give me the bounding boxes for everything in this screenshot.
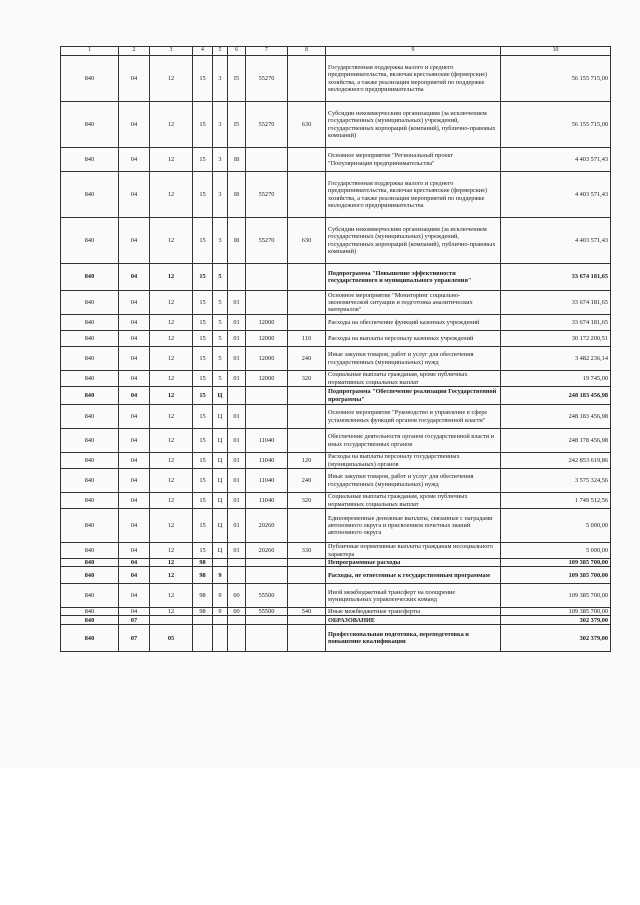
program-code-cell bbox=[193, 616, 213, 625]
item-name-cell: Единовременные денежные выплаты, связанные с наградами автономного округа и присвоением почетных званий автономного округа bbox=[326, 509, 501, 543]
table-row bbox=[61, 608, 611, 616]
event-code-cell: 01 bbox=[228, 543, 246, 559]
subsection-code-cell: 12 bbox=[150, 584, 193, 608]
section-code-cell: 04 bbox=[119, 608, 150, 616]
expense-type-code-cell: 320 bbox=[288, 493, 326, 509]
subsection-code-cell: 12 bbox=[150, 387, 193, 405]
section-code-cell: 04 bbox=[119, 371, 150, 387]
section-code-cell: 04 bbox=[119, 469, 150, 493]
subprogram-code-cell: Ц bbox=[213, 387, 228, 405]
ministry-code-cell: 840 bbox=[61, 608, 119, 616]
item-name-cell: Иные межбюджетные трансферты bbox=[326, 608, 501, 616]
subsection-code-cell: 12 bbox=[150, 453, 193, 469]
subsection-code-cell: 12 bbox=[150, 315, 193, 331]
column-number: 5 bbox=[213, 47, 228, 56]
table-row bbox=[61, 148, 611, 172]
ministry-code-cell: 840 bbox=[61, 315, 119, 331]
subsection-code-cell: 12 bbox=[150, 509, 193, 543]
event-code-cell: 01 bbox=[228, 315, 246, 331]
direction-code-cell: 55270 bbox=[246, 172, 288, 218]
subprogram-code-cell: 5 bbox=[213, 264, 228, 291]
direction-code-cell: 20260 bbox=[246, 543, 288, 559]
section-code-cell: 04 bbox=[119, 387, 150, 405]
item-name-cell: Иной межбюджетный трансферт на поощрение муниципальных управленческих команд bbox=[326, 584, 501, 608]
amount-cell: 5 000,00 bbox=[501, 509, 611, 543]
expense-type-code-cell bbox=[288, 264, 326, 291]
direction-code-cell: 12000 bbox=[246, 371, 288, 387]
subprogram-code-cell: Ц bbox=[213, 469, 228, 493]
direction-code-cell: 12000 bbox=[246, 331, 288, 347]
expense-type-code-cell bbox=[288, 616, 326, 625]
item-name-cell: Основное мероприятие "Региональный проект "Популяризация предпринимательства" bbox=[326, 148, 501, 172]
item-name-cell: Обеспечение деятельности органов государственной власти и иных государственных органов bbox=[326, 429, 501, 453]
section-code-cell: 04 bbox=[119, 315, 150, 331]
item-name-cell: Расходы, не отнесенные к государственным программам bbox=[326, 567, 501, 584]
ministry-code-cell: 840 bbox=[61, 387, 119, 405]
expense-type-code-cell: 240 bbox=[288, 347, 326, 371]
amount-cell: 302 379,00 bbox=[501, 616, 611, 625]
expense-type-code-cell bbox=[288, 148, 326, 172]
section-code-cell: 04 bbox=[119, 453, 150, 469]
column-number: 2 bbox=[119, 47, 150, 56]
expense-type-code-cell: 330 bbox=[288, 543, 326, 559]
program-code-cell: 98 bbox=[193, 559, 213, 567]
direction-code-cell: 20260 bbox=[246, 509, 288, 543]
subprogram-code-cell: 5 bbox=[213, 347, 228, 371]
ministry-code-cell: 840 bbox=[61, 616, 119, 625]
program-code-cell: 15 bbox=[193, 56, 213, 102]
event-code-cell: I8 bbox=[228, 218, 246, 264]
subsection-code-cell: 12 bbox=[150, 429, 193, 453]
item-name-cell: Расходы на обеспечение функций казенных учреждений bbox=[326, 315, 501, 331]
section-code-cell: 04 bbox=[119, 56, 150, 102]
event-code-cell: I5 bbox=[228, 56, 246, 102]
table-row bbox=[61, 315, 611, 331]
ministry-code-cell: 840 bbox=[61, 625, 119, 652]
subprogram-code-cell: 5 bbox=[213, 315, 228, 331]
item-name-cell: Иные закупки товаров, работ и услуг для обеспечения государственных (муниципальных) нужд bbox=[326, 347, 501, 371]
ministry-code-cell: 840 bbox=[61, 264, 119, 291]
amount-cell: 19 745,00 bbox=[501, 371, 611, 387]
table-row bbox=[61, 559, 611, 567]
table-row bbox=[61, 331, 611, 347]
event-code-cell: 01 bbox=[228, 453, 246, 469]
table-row bbox=[61, 509, 611, 543]
amount-cell: 33 674 181,65 bbox=[501, 264, 611, 291]
section-code-cell: 07 bbox=[119, 616, 150, 625]
direction-code-cell bbox=[246, 559, 288, 567]
item-name-cell: Социальные выплаты гражданам, кроме публичных нормативных социальных выплат bbox=[326, 493, 501, 509]
section-code-cell: 04 bbox=[119, 172, 150, 218]
section-code-cell: 04 bbox=[119, 509, 150, 543]
column-number-row bbox=[61, 47, 611, 56]
event-code-cell bbox=[228, 559, 246, 567]
event-code-cell: 01 bbox=[228, 493, 246, 509]
item-name-cell: ОБРАЗОВАНИЕ bbox=[326, 616, 501, 625]
amount-cell: 56 155 715,00 bbox=[501, 102, 611, 148]
subsection-code-cell: 12 bbox=[150, 148, 193, 172]
table-row bbox=[61, 347, 611, 371]
program-code-cell: 15 bbox=[193, 102, 213, 148]
budget-table bbox=[60, 46, 611, 652]
amount-cell: 3 482 236,14 bbox=[501, 347, 611, 371]
event-code-cell: 01 bbox=[228, 291, 246, 315]
event-code-cell bbox=[228, 625, 246, 652]
section-code-cell: 04 bbox=[119, 584, 150, 608]
event-code-cell: 01 bbox=[228, 405, 246, 429]
direction-code-cell: 11040 bbox=[246, 453, 288, 469]
program-code-cell: 98 bbox=[193, 567, 213, 584]
direction-code-cell bbox=[246, 625, 288, 652]
program-code-cell: 15 bbox=[193, 453, 213, 469]
ministry-code-cell: 840 bbox=[61, 172, 119, 218]
program-code-cell: 15 bbox=[193, 469, 213, 493]
expense-type-code-cell bbox=[288, 559, 326, 567]
table-row bbox=[61, 567, 611, 584]
expense-type-code-cell: 630 bbox=[288, 102, 326, 148]
direction-code-cell bbox=[246, 148, 288, 172]
section-code-cell: 04 bbox=[119, 405, 150, 429]
table-row bbox=[61, 218, 611, 264]
program-code-cell: 15 bbox=[193, 315, 213, 331]
table-row bbox=[61, 405, 611, 429]
budget-body bbox=[61, 56, 611, 652]
direction-code-cell bbox=[246, 387, 288, 405]
column-number: 1 bbox=[61, 47, 119, 56]
expense-type-code-cell bbox=[288, 429, 326, 453]
subsection-code-cell: 12 bbox=[150, 405, 193, 429]
event-code-cell bbox=[228, 616, 246, 625]
subsection-code-cell: 12 bbox=[150, 567, 193, 584]
expense-type-code-cell: 110 bbox=[288, 331, 326, 347]
subprogram-code-cell: 3 bbox=[213, 218, 228, 264]
section-code-cell: 04 bbox=[119, 347, 150, 371]
amount-cell: 1 749 512,56 bbox=[501, 493, 611, 509]
subsection-code-cell: 12 bbox=[150, 56, 193, 102]
table-row bbox=[61, 493, 611, 509]
item-name-cell: Субсидии некоммерческим организациям (за исключением государственных (муниципальных) учреждений, государственных корпораций (компаний), публично-правовых компаний) bbox=[326, 218, 501, 264]
event-code-cell: I8 bbox=[228, 148, 246, 172]
subprogram-code-cell bbox=[213, 616, 228, 625]
amount-cell: 242 853 619,86 bbox=[501, 453, 611, 469]
ministry-code-cell: 840 bbox=[61, 56, 119, 102]
program-code-cell: 98 bbox=[193, 608, 213, 616]
ministry-code-cell: 840 bbox=[61, 543, 119, 559]
section-code-cell: 04 bbox=[119, 148, 150, 172]
column-number: 8 bbox=[288, 47, 326, 56]
direction-code-cell: 55500 bbox=[246, 608, 288, 616]
program-code-cell: 15 bbox=[193, 543, 213, 559]
subprogram-code-cell bbox=[213, 559, 228, 567]
expense-type-code-cell bbox=[288, 291, 326, 315]
event-code-cell: 01 bbox=[228, 347, 246, 371]
expense-type-code-cell: 320 bbox=[288, 371, 326, 387]
program-code-cell: 15 bbox=[193, 405, 213, 429]
ministry-code-cell: 840 bbox=[61, 559, 119, 567]
subprogram-code-cell: 3 bbox=[213, 172, 228, 218]
expense-type-code-cell: 120 bbox=[288, 453, 326, 469]
section-code-cell: 07 bbox=[119, 625, 150, 652]
column-number: 9 bbox=[326, 47, 501, 56]
direction-code-cell: 55270 bbox=[246, 102, 288, 148]
amount-cell: 109 385 700,00 bbox=[501, 567, 611, 584]
event-code-cell: 00 bbox=[228, 584, 246, 608]
ministry-code-cell: 840 bbox=[61, 347, 119, 371]
event-code-cell: I5 bbox=[228, 102, 246, 148]
event-code-cell: 01 bbox=[228, 429, 246, 453]
subprogram-code-cell: Ц bbox=[213, 509, 228, 543]
expense-type-code-cell: 240 bbox=[288, 469, 326, 493]
amount-cell: 30 172 200,51 bbox=[501, 331, 611, 347]
expense-type-code-cell bbox=[288, 56, 326, 102]
ministry-code-cell: 840 bbox=[61, 584, 119, 608]
table-row bbox=[61, 429, 611, 453]
amount-cell: 248 178 456,98 bbox=[501, 429, 611, 453]
direction-code-cell: 11040 bbox=[246, 429, 288, 453]
section-code-cell: 04 bbox=[119, 264, 150, 291]
subprogram-code-cell: 9 bbox=[213, 584, 228, 608]
section-code-cell: 04 bbox=[119, 218, 150, 264]
item-name-cell: Субсидии некоммерческим организациям (за исключением государственных (муниципальных) учреждений, государственных корпораций (компаний), публично-правовых компаний) bbox=[326, 102, 501, 148]
direction-code-cell bbox=[246, 567, 288, 584]
column-number: 3 bbox=[150, 47, 193, 56]
event-code-cell bbox=[228, 264, 246, 291]
subprogram-code-cell: Ц bbox=[213, 493, 228, 509]
item-name-cell: Основное мероприятие "Мониторинг социально-экономической ситуации и подготовка аналитических материалов" bbox=[326, 291, 501, 315]
expense-type-code-cell: 540 bbox=[288, 608, 326, 616]
amount-cell: 3 575 324,56 bbox=[501, 469, 611, 493]
ministry-code-cell: 840 bbox=[61, 148, 119, 172]
subprogram-code-cell: Ц bbox=[213, 453, 228, 469]
ministry-code-cell: 840 bbox=[61, 331, 119, 347]
ministry-code-cell: 840 bbox=[61, 567, 119, 584]
amount-cell: 109 385 700,00 bbox=[501, 559, 611, 567]
event-code-cell bbox=[228, 567, 246, 584]
item-name-cell: Расходы на выплаты персоналу казенных учреждений bbox=[326, 331, 501, 347]
subsection-code-cell bbox=[150, 616, 193, 625]
table-row bbox=[61, 543, 611, 559]
item-name-cell: Непрограммные расходы bbox=[326, 559, 501, 567]
table-row bbox=[61, 172, 611, 218]
program-code-cell bbox=[193, 625, 213, 652]
program-code-cell: 15 bbox=[193, 371, 213, 387]
event-code-cell: 01 bbox=[228, 509, 246, 543]
program-code-cell: 15 bbox=[193, 509, 213, 543]
table-row bbox=[61, 56, 611, 102]
event-code-cell bbox=[228, 387, 246, 405]
amount-cell: 109 385 700,00 bbox=[501, 584, 611, 608]
subprogram-code-cell: 9 bbox=[213, 567, 228, 584]
table-row bbox=[61, 102, 611, 148]
subsection-code-cell: 12 bbox=[150, 291, 193, 315]
subprogram-code-cell: 5 bbox=[213, 331, 228, 347]
event-code-cell: 01 bbox=[228, 469, 246, 493]
subprogram-code-cell: 5 bbox=[213, 371, 228, 387]
table-row bbox=[61, 616, 611, 625]
subsection-code-cell: 12 bbox=[150, 469, 193, 493]
subsection-code-cell: 12 bbox=[150, 172, 193, 218]
subprogram-code-cell: 9 bbox=[213, 608, 228, 616]
program-code-cell: 15 bbox=[193, 264, 213, 291]
expense-type-code-cell bbox=[288, 315, 326, 331]
expense-type-code-cell bbox=[288, 567, 326, 584]
section-code-cell: 04 bbox=[119, 543, 150, 559]
direction-code-cell bbox=[246, 616, 288, 625]
program-code-cell: 15 bbox=[193, 347, 213, 371]
amount-cell: 56 155 715,00 bbox=[501, 56, 611, 102]
event-code-cell: I8 bbox=[228, 172, 246, 218]
ministry-code-cell: 840 bbox=[61, 405, 119, 429]
direction-code-cell: 11040 bbox=[246, 493, 288, 509]
table-row bbox=[61, 264, 611, 291]
program-code-cell: 15 bbox=[193, 429, 213, 453]
table-row bbox=[61, 453, 611, 469]
subsection-code-cell: 12 bbox=[150, 331, 193, 347]
table-row bbox=[61, 625, 611, 652]
ministry-code-cell: 840 bbox=[61, 291, 119, 315]
amount-cell: 4 403 571,43 bbox=[501, 172, 611, 218]
direction-code-cell: 55270 bbox=[246, 56, 288, 102]
subsection-code-cell: 12 bbox=[150, 543, 193, 559]
ministry-code-cell: 840 bbox=[61, 102, 119, 148]
subsection-code-cell: 05 bbox=[150, 625, 193, 652]
subsection-code-cell: 12 bbox=[150, 493, 193, 509]
amount-cell: 248 183 456,98 bbox=[501, 405, 611, 429]
amount-cell: 33 674 181,65 bbox=[501, 315, 611, 331]
section-code-cell: 04 bbox=[119, 102, 150, 148]
item-name-cell: Подпрограмма "Повышение эффективности государственного и муниципального управления" bbox=[326, 264, 501, 291]
section-code-cell: 04 bbox=[119, 331, 150, 347]
table-row bbox=[61, 584, 611, 608]
amount-cell: 248 183 456,98 bbox=[501, 387, 611, 405]
subsection-code-cell: 12 bbox=[150, 371, 193, 387]
subprogram-code-cell: 3 bbox=[213, 148, 228, 172]
amount-cell: 33 674 181,65 bbox=[501, 291, 611, 315]
ministry-code-cell: 840 bbox=[61, 429, 119, 453]
table-row bbox=[61, 371, 611, 387]
section-code-cell: 04 bbox=[119, 429, 150, 453]
ministry-code-cell: 840 bbox=[61, 371, 119, 387]
item-name-cell: Профессиональная подготовка, переподготовка и повышение квалификации bbox=[326, 625, 501, 652]
expense-type-code-cell bbox=[288, 509, 326, 543]
program-code-cell: 15 bbox=[193, 218, 213, 264]
ministry-code-cell: 840 bbox=[61, 493, 119, 509]
amount-cell: 302 379,00 bbox=[501, 625, 611, 652]
amount-cell: 5 000,00 bbox=[501, 543, 611, 559]
program-code-cell: 15 bbox=[193, 387, 213, 405]
direction-code-cell: 12000 bbox=[246, 347, 288, 371]
ministry-code-cell: 840 bbox=[61, 469, 119, 493]
program-code-cell: 15 bbox=[193, 291, 213, 315]
table-row bbox=[61, 387, 611, 405]
expense-type-code-cell bbox=[288, 584, 326, 608]
subprogram-code-cell: Ц bbox=[213, 405, 228, 429]
program-code-cell: 15 bbox=[193, 493, 213, 509]
direction-code-cell bbox=[246, 405, 288, 429]
expense-type-code-cell bbox=[288, 405, 326, 429]
ministry-code-cell: 840 bbox=[61, 453, 119, 469]
item-name-cell: Государственная поддержка малого и среднего предпринимательства, включая крестьянские (фермерские) хозяйства, а также реализация мероприятий по поддержке молодежного предпринимательства bbox=[326, 172, 501, 218]
expense-type-code-cell bbox=[288, 387, 326, 405]
subprogram-code-cell: 5 bbox=[213, 291, 228, 315]
subsection-code-cell: 12 bbox=[150, 347, 193, 371]
item-name-cell: Основное мероприятие "Руководство и управление в сфере установленных функций органов государственной власти" bbox=[326, 405, 501, 429]
section-code-cell: 04 bbox=[119, 567, 150, 584]
direction-code-cell bbox=[246, 264, 288, 291]
section-code-cell: 04 bbox=[119, 493, 150, 509]
subprogram-code-cell: Ц bbox=[213, 543, 228, 559]
subsection-code-cell: 12 bbox=[150, 264, 193, 291]
column-number: 4 bbox=[193, 47, 213, 56]
amount-cell: 109 385 700,00 bbox=[501, 608, 611, 616]
item-name-cell: Социальные выплаты гражданам, кроме публичных нормативных социальных выплат bbox=[326, 371, 501, 387]
column-number: 6 bbox=[228, 47, 246, 56]
direction-code-cell: 12000 bbox=[246, 315, 288, 331]
item-name-cell: Публичные нормативные выплаты гражданам несоциального характера bbox=[326, 543, 501, 559]
direction-code-cell: 55500 bbox=[246, 584, 288, 608]
item-name-cell: Иные закупки товаров, работ и услуг для обеспечения государственных (муниципальных) нужд bbox=[326, 469, 501, 493]
subsection-code-cell: 12 bbox=[150, 218, 193, 264]
program-code-cell: 15 bbox=[193, 148, 213, 172]
subsection-code-cell: 12 bbox=[150, 608, 193, 616]
event-code-cell: 01 bbox=[228, 371, 246, 387]
ministry-code-cell: 840 bbox=[61, 218, 119, 264]
section-code-cell: 04 bbox=[119, 291, 150, 315]
program-code-cell: 98 bbox=[193, 584, 213, 608]
expense-type-code-cell: 630 bbox=[288, 218, 326, 264]
column-number: 10 bbox=[501, 47, 611, 56]
event-code-cell: 01 bbox=[228, 331, 246, 347]
section-code-cell: 04 bbox=[119, 559, 150, 567]
column-number: 7 bbox=[246, 47, 288, 56]
program-code-cell: 15 bbox=[193, 331, 213, 347]
subprogram-code-cell: Ц bbox=[213, 429, 228, 453]
item-name-cell: Государственная поддержка малого и среднего предпринимательства, включая крестьянские (фермерские) хозяйства, а также реализация мероприятий по поддержке молодежного предпринимательства bbox=[326, 56, 501, 102]
subsection-code-cell: 12 bbox=[150, 559, 193, 567]
table-row bbox=[61, 469, 611, 493]
item-name-cell: Подпрограмма "Обеспечение реализации Государственной программы" bbox=[326, 387, 501, 405]
ministry-code-cell: 840 bbox=[61, 509, 119, 543]
event-code-cell: 00 bbox=[228, 608, 246, 616]
direction-code-cell: 55270 bbox=[246, 218, 288, 264]
expense-type-code-cell bbox=[288, 625, 326, 652]
direction-code-cell: 11040 bbox=[246, 469, 288, 493]
amount-cell: 4 403 571,43 bbox=[501, 148, 611, 172]
program-code-cell: 15 bbox=[193, 172, 213, 218]
subprogram-code-cell bbox=[213, 625, 228, 652]
subprogram-code-cell: 3 bbox=[213, 102, 228, 148]
table-row bbox=[61, 291, 611, 315]
amount-cell: 4 403 571,43 bbox=[501, 218, 611, 264]
expense-type-code-cell bbox=[288, 172, 326, 218]
subsection-code-cell: 12 bbox=[150, 102, 193, 148]
item-name-cell: Расходы на выплаты персоналу государственных (муниципальных) органов bbox=[326, 453, 501, 469]
subprogram-code-cell: 3 bbox=[213, 56, 228, 102]
direction-code-cell bbox=[246, 291, 288, 315]
